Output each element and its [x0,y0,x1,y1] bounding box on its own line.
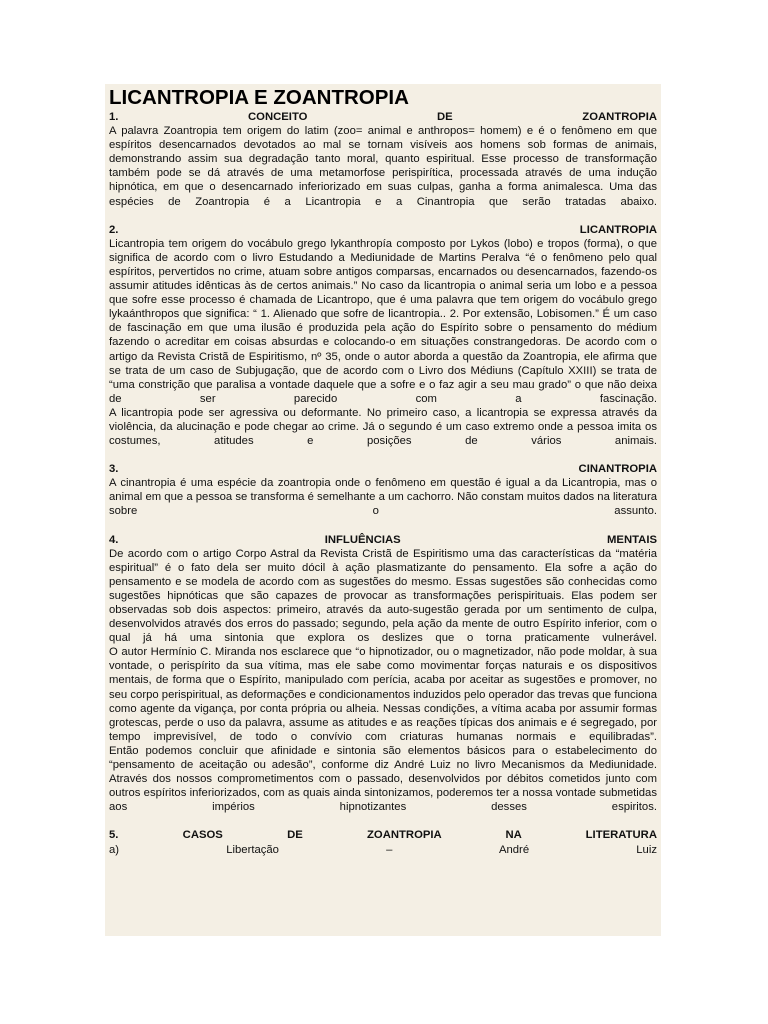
section-heading-cinantropia: 3. CINANTROPIA [109,463,657,476]
section-paragraph: a) Libertação – André Luiz [109,843,657,856]
section-heading-casos: 5. CASOS DE ZOANTROPIA NA LITERATURA [109,829,657,842]
section-paragraph: A palavra Zoantropia tem origem do latim (zoo= animal e anthropos= homem) e é o fenômeno em que espíritos desencarnados devotados ao mal se tornam visíveis aos homens sob formas de animais, demonstrando assim sua degradação tanto moral, quanto espiritual. Esse processo de transformação também pode se dá através de uma metamorfose perispirítica, processada através de uma indução hipnótica, em que o desencarnado inferiorizado em suas culpas, ganha a forma animalesca. Uma das espécies de Zoantropia é a Licantropia e a Cinantropia que serão tratadas abaixo. [109,125,657,208]
section-gap [109,814,657,828]
section-gap [109,519,657,533]
document-body [109,85,657,857]
section-paragraph: A licantropia pode ser agressiva ou deformante. No primeiro caso, a licantropia se expressa através da violência, da alucinação e pode chegar ao crime. Já o segundo é um caso extremo onde a pessoa imita os costumes, atitudes e posições de vários animais. [109,406,657,448]
section-gap [109,209,657,223]
section-heading-influencias: 4. INFLUÊNCIAS MENTAIS [109,533,657,546]
section-heading-conceito: 1. CONCEITO DE ZOANTROPIA [109,111,657,123]
section-paragraph: A cinantropia é uma espécie da zoantropia onde o fenômeno em questão é igual a da Licantropia, mas o animal em que a pessoa se transforma é semelhante a um cachorro. Não constam muitos dados na literatura sobre o assunto. [109,477,657,518]
section-paragraph: De acordo com o artigo Corpo Astral da Revista Cristã de Espiritismo uma das características da “matéria espiritual” é o fato dela ser muito dócil à ação plasmatizante do pensamento. Ela sofre a ação do pensamento e se modela de acordo com as sugestões do mesmo. Essas sugestões são conhecidas como sugestões hipnóticas que são capazes de provocar as transformações perispirituais. Elas podem ser observadas sob dois aspectos: primeiro, através da auto-sugestão gerada por um sentimento de culpa, desenvolvidos através dos erros do passado; segundo, pela ação da mente de outro Espírito inferior, com o qual já há uma sintonia que explora os deslizes que o torna praticamente vulnerável. [109,547,657,645]
section-paragraph: O autor Hermínio C. Miranda nos esclarece que “o hipnotizador, ou o magnetizador, não pode moldar, à sua vontade, o perispírito da sua vítima, mas ele sabe como movimentar forças naturais e os dispositivos mentais, de forma que o Espírito, manipulado com perícia, acaba por aceitar as sugestões e promover, no seu corpo perispiritual, as deformações e condicionamentos induzidos pelo operador das trevas que funciona como agente da vigança, por conta própria ou alheia. Nessas condições, a vítima acaba por assumir formas grotescas, perde o uso da palavra, assume as atitudes e as reações típicas dos animais e é segregado, por tempo imprevisível, de todo o convívio com criaturas humanas normais e equilibradas”. [109,646,657,743]
section-paragraph: Licantropia tem origem do vocábulo grego lykanthropía composto por Lykos (lobo) e tropos (forma), o que significa de acordo com o livro Estudando a Mediunidade de Martins Peralva “é o fenômeno pelo qual espíritos, pervertidos no crime, atuam sobre antigos comparsas, encarnados ou desencarnados, fazendo-os assumir atitudes idênticas às de certos animais.” No caso da licantropia o animal seria um lobo e a pessoa que sofre esse processo é chamada de Licantropo, que é uma palavra que tem origem do vocábulo grego lykaánthropos que significa: “ 1. Alienado que sofre de licantropia.. 2. Por extensão, Lobisomen.” É um caso de fascinação em que uma ilusão é produzida pela ação do Espírito sobre o pensamento do médium fazendo o acreditar em coisas absurdas e colocando-o em situações constrangedoras. De acordo com o artigo da Revista Cristã de Espiritismo, nº 35, onde o autor aborda a questão da Zoantropia, ele afirma que se trata de um caso de Subjugação, que de acordo com o Livro dos Médiuns (Capítulo XXIII) se trata de “uma constrição que paralisa a vontade daquele que a sofre e o faz agir a seu mau grado” o que não deixa de ser parecido com a fascinação. [109,237,657,405]
section-heading-licantropia: 2. LICANTROPIA [109,223,657,236]
section-paragraph: Então podemos concluir que afinidade e sintonia são elementos básicos para o estabelecimento do “pensamento de aceitação ou adesão”, conforme diz André Luiz no livro Mecanismos da Mediunidade. Através dos nossos comprometimentos com o passado, desenvolvidos por débitos cometidos junto com outros espíritos inferiorizados, com as quais ainda sintonizamos, poderemos ter a nossa vontade submetidas aos impérios hipnotizantes desses espiritos. [109,744,657,814]
section-gap [109,448,657,462]
document-title: LICANTROPIA E ZOANTROPIA [109,86,409,109]
